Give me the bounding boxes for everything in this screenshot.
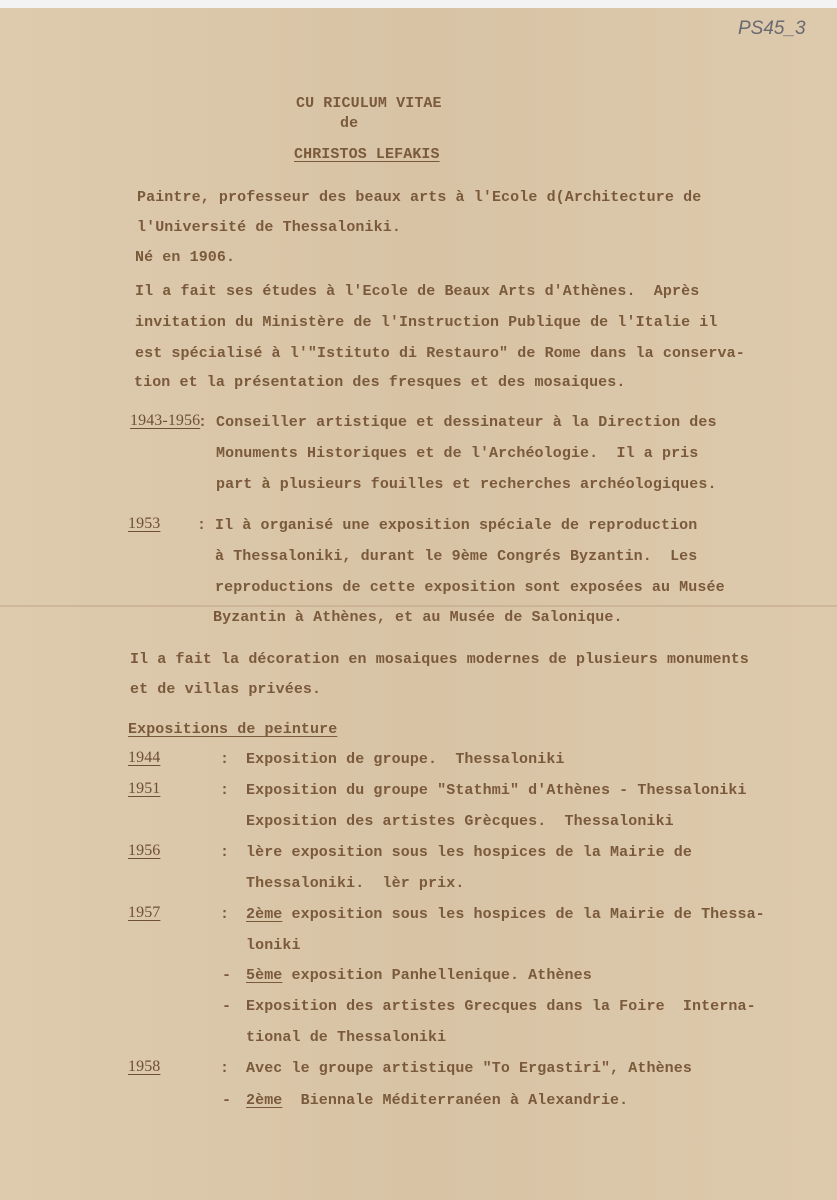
exposition-text bbox=[246, 874, 464, 894]
exposition-separator: : bbox=[220, 782, 230, 799]
exposition-text bbox=[246, 966, 592, 986]
exposition-description: Exposition du groupe "Stathmi" d'Athènes - Thessaloniki bbox=[246, 782, 747, 799]
archive-reference: PS45_3 bbox=[738, 18, 806, 39]
exposition-separator: : bbox=[220, 1060, 230, 1077]
exposition-year: 1944 bbox=[128, 749, 161, 766]
exposition-description: tional de Thessaloniki bbox=[246, 1029, 447, 1046]
intro-line: invitation du Ministère de l'Instruction Publique de l'Italie il bbox=[135, 314, 718, 331]
exposition-separator: : bbox=[220, 844, 230, 861]
exposition-description: Thessaloniki. lèr prix. bbox=[246, 875, 465, 892]
exposition-year: 1951 bbox=[128, 780, 161, 797]
exposition-separator: - bbox=[222, 967, 232, 984]
exposition-text bbox=[246, 1028, 446, 1048]
exposition-text bbox=[246, 905, 765, 925]
career-line: Il à organisé une exposition spéciale de reproduction bbox=[215, 517, 698, 534]
exposition-year: 1958 bbox=[128, 1058, 161, 1075]
exposition-separator: - bbox=[222, 998, 232, 1015]
exposition-text bbox=[246, 936, 301, 956]
career-year: 1953 bbox=[128, 515, 161, 532]
expositions-heading: Expositions de peinture bbox=[128, 721, 338, 738]
exposition-ordinal: 2ème bbox=[246, 1092, 283, 1109]
exposition-description: Exposition des artistes Grecques dans la Foire Interna- bbox=[246, 998, 756, 1015]
intro-line: l'Université de Thessaloniki. bbox=[137, 219, 401, 236]
exposition-description: lère exposition sous les hospices de la Mairie de bbox=[246, 844, 692, 861]
scan-border bbox=[0, 0, 837, 8]
career-year: 1943-1956 bbox=[130, 412, 201, 429]
exposition-text bbox=[246, 781, 747, 801]
intro-line: Né en 1906. bbox=[135, 249, 236, 266]
career-sep: : bbox=[197, 517, 207, 534]
exposition-description: exposition sous les hospices de la Mairie de Thessa- bbox=[282, 906, 765, 923]
exposition-description: Avec le groupe artistique "To Ergastiri", Athènes bbox=[246, 1060, 692, 1077]
exposition-separator: : bbox=[220, 906, 230, 923]
career-line: Monuments Historiques et de l'Archéologie. Il a pris bbox=[216, 445, 699, 462]
decoration-line: et de villas privées. bbox=[130, 681, 322, 698]
intro-line: Il a fait ses études à l'Ecole de Beaux Arts d'Athènes. Après bbox=[135, 283, 700, 300]
title-de: de bbox=[340, 115, 359, 132]
career-line: Conseiller artistique et dessinateur à la Direction des bbox=[216, 414, 717, 431]
decoration-line: Il a fait la décoration en mosaiques modernes de plusieurs monuments bbox=[130, 651, 749, 668]
exposition-text bbox=[246, 750, 565, 770]
exposition-year: 1957 bbox=[128, 904, 161, 921]
person-name: CHRISTOS LEFAKIS bbox=[294, 146, 440, 163]
exposition-ordinal: 2ème bbox=[246, 906, 283, 923]
exposition-separator: - bbox=[222, 1092, 232, 1109]
career-line: part à plusieurs fouilles et recherches archéologiques. bbox=[216, 476, 717, 493]
exposition-description: loniki bbox=[246, 937, 301, 954]
title-line: CU RICULUM VITAE bbox=[296, 95, 442, 112]
paper-fold bbox=[0, 605, 837, 607]
exposition-separator: : bbox=[220, 751, 230, 768]
career-line: Byzantin à Athènes, et au Musée de Salonique. bbox=[213, 609, 623, 626]
exposition-text bbox=[246, 1091, 628, 1111]
intro-line: est spécialisé à l'"Istituto di Restauro" de Rome dans la conserva- bbox=[135, 345, 745, 362]
exposition-year: 1956 bbox=[128, 842, 161, 859]
exposition-ordinal: 5ème bbox=[246, 967, 283, 984]
exposition-text bbox=[246, 812, 674, 832]
exposition-description: Exposition des artistes Grècques. Thessaloniki bbox=[246, 813, 674, 830]
career-line: à Thessaloniki, durant le 9ème Congrés Byzantin. Les bbox=[215, 548, 698, 565]
intro-line: Paintre, professeur des beaux arts à l'Ecole d(Architecture de bbox=[137, 189, 702, 206]
exposition-text bbox=[246, 997, 756, 1017]
career-sep: : bbox=[198, 414, 208, 431]
intro-line: tion et la présentation des fresques et des mosaiques. bbox=[134, 374, 626, 391]
exposition-description: exposition Panhellenique. Athènes bbox=[282, 967, 592, 984]
exposition-text bbox=[246, 1059, 692, 1079]
exposition-description: Biennale Méditerranéen à Alexandrie. bbox=[282, 1092, 629, 1109]
exposition-description: Exposition de groupe. Thessaloniki bbox=[246, 751, 565, 768]
exposition-text bbox=[246, 843, 692, 863]
career-line: reproductions de cette exposition sont exposées au Musée bbox=[215, 579, 725, 596]
